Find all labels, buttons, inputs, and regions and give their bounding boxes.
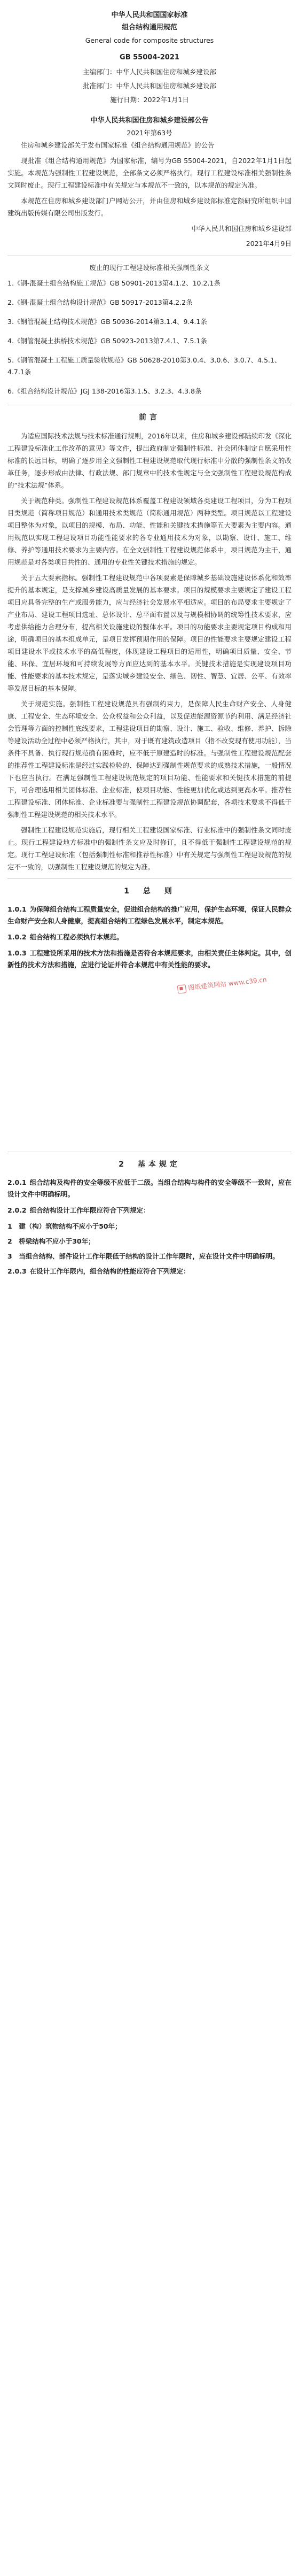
document-page [0,10,299,1277]
clause-text: 组合结构工程必须执行本规范。 [29,933,123,941]
foreword-paragraph: 关于规范实施。强制性工程建设规范具有强制约束力，是保障人民生命财产安全、人身健康、工程安全、生态环境安全、公众权益和公众利益，以及促进能源资源节约利用、满足经济社会管理等方面的控制性底线要求，工程建设项目的勘察、设计、施工、验收、维修、养护、拆除等建设活动全过程中必须严格执行，其中，对于既有建筑改造项目（指不改变现有使用功能），当条件不具备、执行现行规范确有困难时，应不低于原建造时的标准。与强制性工程建设规范配套的推荐性工程建设标准是经过实践检验的、保障达到强制性规范要求的成熟技术措施，一般情况下也应当执行。在满足强制性工程建设规范规定的项目功能、性能要求和关键技术措施的前提下，可合理选用相关团体标准、企业标准，使项目功能、性能更加优化或达到更高水平。推荐性工程建设标准、团体标准、企业标准要与强制性工程建设规范协调配套，各项技术要求不得低于强制性工程建设规范的相关技术水平。 [7,700,292,819]
clause-2-0-1 [7,1177,292,1200]
standard-english-name: General code for composite structures [85,36,214,44]
clause-number: 1.0.3 [7,949,27,957]
clause-number: 1.0.2 [7,933,27,941]
clause-2-0-2 [7,1205,292,1216]
repealed-item: 4.《钢管混凝土拱桥技术规范》GB 50923-2013第7.4.1、7.5.1条 [7,337,207,345]
announcement-signature: 中华人民共和国住房和城乡建设部 [191,225,292,233]
clause-number: 2.0.2 [7,1206,27,1214]
announcement-paragraph: 现批准《组合结构通用规范》为国家标准，编号为GB 55004-2021，自2022年1月1日起实施。本规范为强制性工程建设规范，全部条文必须严格执行。现行工程建设标准相关强制性条文同时废止。现行工程建设标准中有关规定与本规范不一致的，以本规范的规定为准。 [7,157,292,189]
clause-number: 2.0.1 [7,1178,27,1186]
watermark [177,975,267,993]
announcement-paragraph: 本规范在住房和城乡建设部门户网站公开，并由住房和城乡建设部标准定额研究所组织中国建筑出版传媒有限公司出版发行。 [7,197,292,217]
clause-text: 为保障组合结构工程质量安全，促进组合结构的推广应用，保护生态环境，保证人民群众生命财产安全和人身健康，提高组合结构工程绿色发展水平，制定本规范。 [7,905,292,925]
divider [7,878,292,879]
clause-subitem: 2 桥梁结构不应小于30年； [7,1237,95,1245]
foreword-paragraph: 强制性工程建设规范实施后，现行相关工程建设国家标准、行业标准中的强制性条文同时废止。现行工程建设地方标准中的强制性条文应及时修订，且不得低于强制性工程建设规范的规定。现行工程建设标准（包括强制性标准和推荐性标准）中有关规定与强制性工程建设规范的规定不一致的，以强制性工程建设规范的规定为准。 [7,826,292,871]
foreword-paragraph: 关于五大要素指标。强制性工程建设规范中各项要素是保障城乡基础设施建设体系化和效率提升的基本规定，是支撑城乡建设高质量发展的基本要求。项目的规模要求主要规定了建设工程项目应具备完整的生产或服务能力，应与经济社会发展水平相适应。项目的布局要求主要规定了产业布局、建设工程项目选址、总体设计、总平面布置以及与规模相协调的统筹性技术要求，应考虑供给能力合理分布，提高相关设施建设的整体水平。项目的功能要求主要规定项目构成和用途，明确项目的基本组成单元，是项目发挥预期作用的保障。项目的性能要求主要规定建设工程项目建设水平或技术水平的高低程度，体现建设工程项目的适用性，明确项目质量、安全、节能、环保、宜居环境和可持续发展等方面应达到的基本水平。关键技术措施是实现建设项目功能、性能要求的基本技术规定，是落实城乡建设安全、绿色、韧性、智慧、宜居、公平、有效率等发展目标的基本保障。 [7,574,292,692]
clause-subitem: 1 建（构）筑物结构不应小于50年； [7,1222,122,1230]
standard-code: GB 55004-2021 [120,53,179,61]
clause-1-0-1 [7,904,292,927]
chapter2-title: 2 基本规定 [119,1160,180,1169]
announcement-subject: 住房和城乡建设部关于发布国家标准《组合结构通用规范》的公告 [21,141,215,149]
effective-date: 施行日期：2022年1月1日 [110,96,189,104]
blank-area [7,975,292,1146]
announcement-date: 2021年4月9日 [246,240,292,248]
clause-subitem: 3 当组合结构、部件设计工作年限低于结构的设计工作年限时，应在设计文件中明确标明。 [7,1252,279,1260]
repealed-item: 5.《钢管混凝土工程施工质量验收规范》GB 50628-2010第3.0.4、3.0.6、3.0.7、4.5.1、4.7.1条 [7,356,281,376]
watermark-text: 图纸建筑网站 [187,980,227,992]
clause-text: 在设计工作年限内，组合结构的性能应符合下列规定： [29,1267,190,1275]
foreword-paragraph: 关于规范种类。强制性工程建设规范体系覆盖工程建设领域各类建设工程项目，分为工程项目类规范（简称项目规范）和通用技术类规范（简称通用规范）两种类型。项目规范以工程建设项目整体为对象，以项目的规模、布局、功能、性能和关键技术措施等五大要素为主要内容。通用规范以实现工程建设项目功能性能要求的各专业通用技术为对象，以勘察、设计、施工、维修、养护等通用技术要求为主要内容。在全文强制性工程建设规范体系中，项目规范为主干，通用规范是对各类项目共性的、通用的专业性关键技术措施的规定。 [7,497,292,566]
clause-number: 2.0.3 [7,1267,27,1275]
watermark-url: www.c39.cn [228,976,267,988]
clause-text: 工程建设所采用的技术方法和措施是否符合本规范要求，由相关责任主体判定。其中，创新性的技术方法和措施，应进行论证并符合本规范中有关性能的要求。 [7,949,292,969]
clause-text: 组合结构设计工作年限应符合下列规定： [29,1206,150,1214]
announcement-number: 2021年第63号 [127,129,172,137]
clause-1-0-3 [7,947,292,971]
standard-org: 中华人民共和国国家标准 [111,11,188,19]
standard-name: 组合结构通用规范 [121,24,177,32]
repealed-item: 2.《钢-混凝土组合结构设计规范》GB 50917-2013第4.2.2条 [7,298,193,306]
repealed-item: 3.《钢管混凝土结构技术规范》GB 50936-2014第3.1.4、9.4.1条 [7,318,207,326]
watermark-logo-icon [177,984,187,994]
announcement-title: 中华人民共和国住房和城乡建设部公告 [90,117,209,125]
clause-2-0-3 [7,1266,292,1277]
foreword-title: 前言 [139,413,160,422]
clause-number: 1.0.1 [7,905,27,913]
editor-dept: 主编部门：中华人民共和国住房和城乡建设部 [82,68,216,76]
repealed-item: 6.《组合结构设计规范》JGJ 138-2016第3.1.5、3.2.3、4.3.8条 [7,387,202,395]
clause-1-0-2 [7,931,292,943]
chapter1-title: 1 总 则 [124,887,175,896]
repealed-item: 1.《钢-混凝土组合结构施工规范》GB 50901-2013第4.1.2、10.2.1条 [7,279,221,287]
foreword-paragraph: 为适应国际技术法规与技术标准通行规则，2016年以来，住房和城乡建设部陆续印发《深化工程建设标准化工作改革的意见》等文件，提出政府制定强制性标准、社会团体制定自愿采用性标准的长远目标，明确了逐步用全文强制性工程建设规范取代现行标准中分散的强制性条文的改革任务，逐步形成由法律、行政法规、部门规章中的技术性规定与全文强制性工程建设规范构成的“技术法规”体系。 [7,432,292,489]
clause-text: 组合结构及构件的安全等级不应低于二级。当组合结构与构件的安全等级不一致时，应在设计文件中明确标明。 [7,1178,292,1198]
repealed-title: 废止的现行工程建设标准相关强制性条文 [89,264,210,272]
approver-dept: 批准部门：中华人民共和国住房和城乡建设部 [82,82,216,90]
